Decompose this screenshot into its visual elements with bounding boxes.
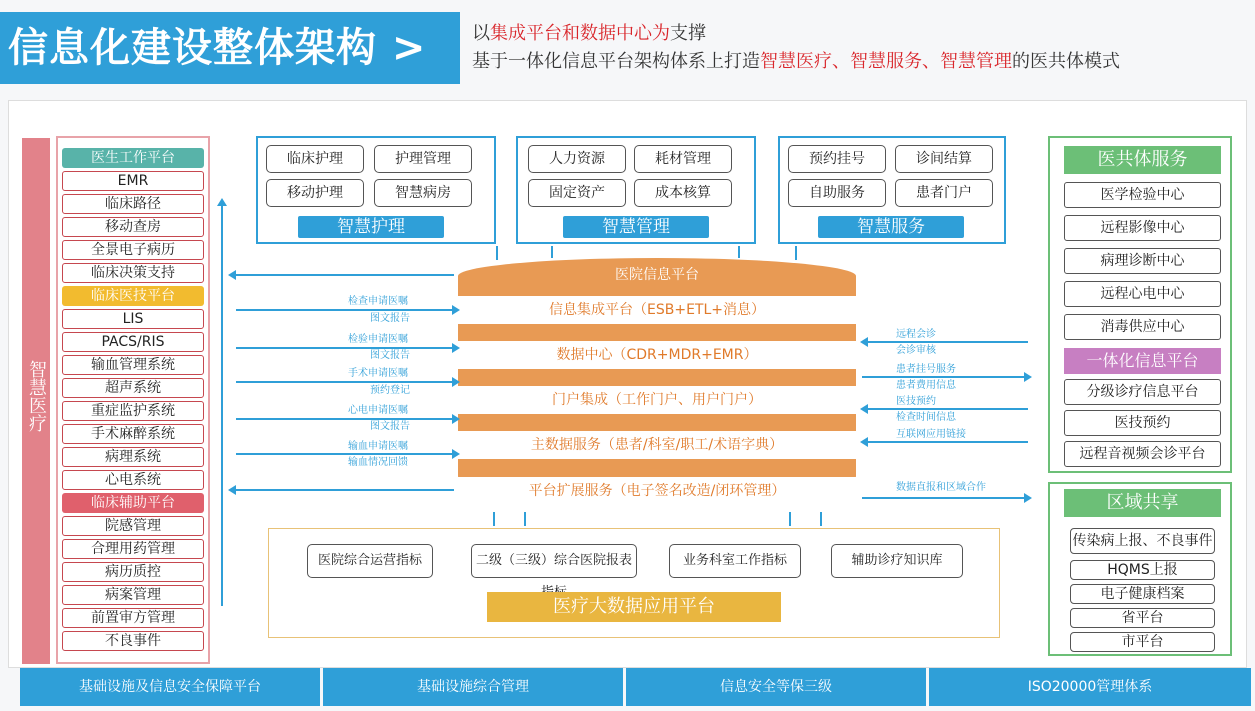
arrow-label: 输血情况回馈 [348,457,408,468]
smart-management-label: 智慧管理 [563,216,709,238]
connector-line [236,489,454,491]
regional-item: 省平台 [1070,608,1215,628]
smart-service-label: 智慧服务 [818,216,964,238]
connector-line [236,347,454,349]
connector-line [868,341,1028,343]
connector-line [221,206,223,606]
management-item: 成本核算 [634,179,732,207]
left-system-item: 心电系统 [62,470,204,490]
community-item: 远程影像中心 [1064,215,1221,241]
regional-item: 电子健康档案 [1070,584,1215,604]
subtitle-highlight: 智慧医疗、智慧服务、智慧管理 [760,51,1012,72]
left-system-item: 临床路径 [62,194,204,214]
left-system-item: 不良事件 [62,631,204,651]
arrow-right-icon [452,414,460,424]
connector-line [493,512,495,526]
smart-medical-label [22,138,50,664]
service-item: 诊间结算 [895,145,993,173]
left-system-item: 全景电子病历 [62,240,204,260]
arrow-label: 输血申请医嘱 [348,441,408,452]
connector-line [795,246,797,260]
arrow-label: 医技预约 [896,396,936,407]
arrow-label: 预约登记 [370,385,410,396]
medical-community-header: 医共体服务 [1064,146,1221,174]
arrow-label: 互联网应用链接 [896,429,966,440]
arrow-right-icon [452,449,460,459]
arrow-left-icon [860,337,868,347]
left-system-item: 合理用药管理 [62,539,204,559]
subtitle-highlight: 集成平台和数据中心为 [490,23,670,44]
connector-line [862,497,1026,499]
nursing-item: 智慧病房 [374,179,472,207]
arrow-label: 患者挂号服务 [896,364,956,375]
bigdata-item: 医院综合运营指标 [307,544,433,578]
subtitle-text: 以 [472,23,490,44]
left-group-header: 医生工作平台 [62,148,204,168]
platform-band: 门户集成（工作门户、用户门户） [458,386,856,414]
community-item: 医学检验中心 [1064,182,1221,208]
arrow-right-icon [452,377,460,387]
arrow-label: 图文报告 [370,313,410,324]
left-system-item: 临床决策支持 [62,263,204,283]
connector-line [738,246,740,258]
arrow-label: 检查时间信息 [896,412,956,423]
service-item: 自助服务 [788,179,886,207]
arrow-label: 图文报告 [370,350,410,361]
nursing-item: 移动护理 [266,179,364,207]
arrow-left-icon [228,270,236,280]
arrow-label: 数据直报和区域合作 [896,482,986,493]
left-system-item: 病历质控 [62,562,204,582]
left-system-item: 超声系统 [62,378,204,398]
community-item: 远程心电中心 [1064,281,1221,307]
footer-item: 基础设施综合管理 [323,668,623,706]
connector-line [236,274,454,276]
side-label-text: 智慧医疗 [26,360,47,432]
connector-line [789,512,791,526]
arrow-left-icon [228,485,236,495]
arrow-left-icon [860,404,868,414]
connector-line [236,381,454,383]
regional-item: 传染病上报、不良事件 [1070,528,1215,554]
left-system-item: 病理系统 [62,447,204,467]
connector-line [496,246,498,260]
bigdata-item: 业务科室工作指标 [669,544,801,578]
regional-item: 市平台 [1070,632,1215,652]
left-group-header: 临床辅助平台 [62,493,204,513]
subtitle-text: 基于一体化信息平台架构体系上打造 [472,51,760,72]
smart-nursing-label: 智慧护理 [298,216,444,238]
connector-line [236,453,454,455]
hospital-platform-title: 医院信息平台 [458,258,856,294]
connector-line [524,512,526,526]
platform-band: 信息集成平台（ESB+ETL+消息） [458,296,856,324]
arrow-label: 患者费用信息 [896,380,956,391]
arrow-label: 手术申请医嘱 [348,368,408,379]
arrow-right-icon [1024,493,1032,503]
service-item: 患者门户 [895,179,993,207]
left-system-item: LIS [62,309,204,329]
subtitle [472,20,1120,76]
integrated-platform-header: 一体化信息平台 [1064,348,1221,374]
connector-line [862,376,1026,378]
arrow-right-icon [452,305,460,315]
subtitle-text: 支撑 [670,23,706,44]
community-item: 消毒供应中心 [1064,314,1221,340]
connector-line [236,418,454,420]
left-system-item: 输血管理系统 [62,355,204,375]
connector-line [868,441,1028,443]
bigdata-item: 辅助诊疗知识库 [831,544,963,578]
connector-line [868,408,1028,410]
community-item: 病理诊断中心 [1064,248,1221,274]
integrated-item: 分级诊疗信息平台 [1064,379,1221,405]
arrow-right-icon [452,343,460,353]
arrow-label: 心电申请医嘱 [348,405,408,416]
left-system-item: 重症监护系统 [62,401,204,421]
platform-band: 主数据服务（患者/科室/职工/术语字典） [458,431,856,459]
arrow-label: 图文报告 [370,421,410,432]
connector-line [820,512,822,526]
management-item: 固定资产 [528,179,626,207]
nursing-item: 临床护理 [266,145,364,173]
management-item: 人力资源 [528,145,626,173]
bigdata-platform-label: 医疗大数据应用平台 [487,592,781,622]
bigdata-item: 二级（三级）综合医院报表 [471,544,637,578]
subtitle-line-2 [472,48,1120,76]
left-group-header: 临床医技平台 [62,286,204,306]
integrated-item: 远程音视频会诊平台 [1064,441,1221,467]
left-system-item: 移动查房 [62,217,204,237]
left-system-item: 院感管理 [62,516,204,536]
management-item: 耗材管理 [634,145,732,173]
arrow-label: 检查申请医嘱 [348,296,408,307]
left-system-item: 病案管理 [62,585,204,605]
footer-item: 基础设施及信息安全保障平台 [20,668,320,706]
page-title: 信息化建设整体架构 > [0,12,460,84]
arrow-label: 会诊审核 [896,345,936,356]
arrow-right-icon [1024,372,1032,382]
arrow-label: 远程会诊 [896,329,936,340]
regional-item: HQMS上报 [1070,560,1215,580]
arrow-left-icon [860,437,868,447]
footer-item: 信息安全等保三级 [626,668,926,706]
left-system-item: 手术麻醉系统 [62,424,204,444]
subtitle-line-1 [472,20,1120,48]
subtitle-text: 的医共体模式 [1012,51,1120,72]
platform-band: 平台扩展服务（电子签名改造/闭环管理） [458,477,856,505]
left-system-item: EMR [62,171,204,191]
footer-item: ISO20000管理体系 [929,668,1251,706]
integrated-item: 医技预约 [1064,410,1221,436]
left-system-item: PACS/RIS [62,332,204,352]
nursing-item: 护理管理 [374,145,472,173]
service-item: 预约挂号 [788,145,886,173]
connector-line [236,309,454,311]
left-system-item: 前置审方管理 [62,608,204,628]
platform-band: 数据中心（CDR+MDR+EMR） [458,341,856,369]
arrow-up-icon [217,198,227,206]
connector-line [551,246,553,258]
regional-sharing-header: 区域共享 [1064,489,1221,517]
arrow-label: 检验申请医嘱 [348,334,408,345]
